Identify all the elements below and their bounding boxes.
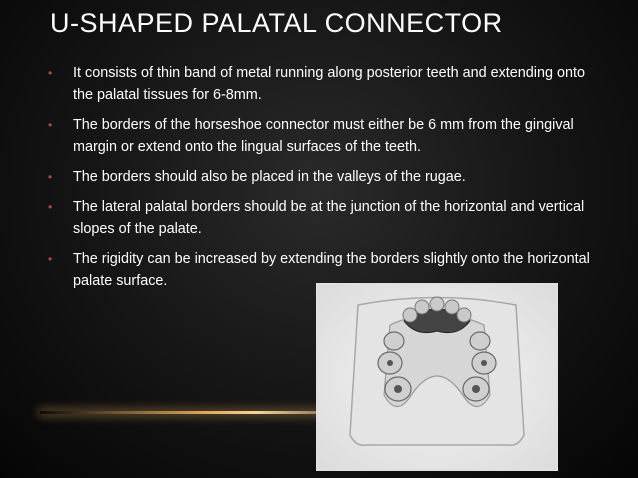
bullet-item	[48, 166, 608, 188]
slide-title: U-SHAPED PALATAL CONNECTOR	[50, 8, 503, 38]
bullet-icon: •	[48, 66, 53, 80]
bullet-item	[48, 114, 608, 158]
bullet-item	[48, 196, 608, 240]
bullet-icon: •	[48, 118, 53, 132]
bullet-text: The borders of the horseshoe connector must either be 6 mm from the gingival margin or extend onto the lingual surfaces of the teeth.	[73, 117, 574, 155]
bullet-text: It consists of thin band of metal running along posterior teeth and extending onto the palatal tissues for 6-8mm.	[73, 65, 586, 103]
bullet-icon: •	[48, 200, 53, 214]
dental-cast-illustration	[318, 285, 556, 469]
bullet-text: The borders should also be placed in the valleys of the rugae.	[73, 169, 466, 185]
bullet-text: The lateral palatal borders should be at the junction of the horizontal and vertical slopes of the palate.	[73, 199, 585, 237]
bullet-icon: •	[48, 170, 53, 184]
bullet-text: The rigidity can be increased by extending the borders slightly onto the horizontal palate surface.	[73, 251, 590, 289]
dental-cast-photo	[316, 283, 558, 471]
bullet-item	[48, 62, 608, 106]
bullet-list	[48, 62, 608, 300]
bullet-icon: •	[48, 252, 53, 266]
